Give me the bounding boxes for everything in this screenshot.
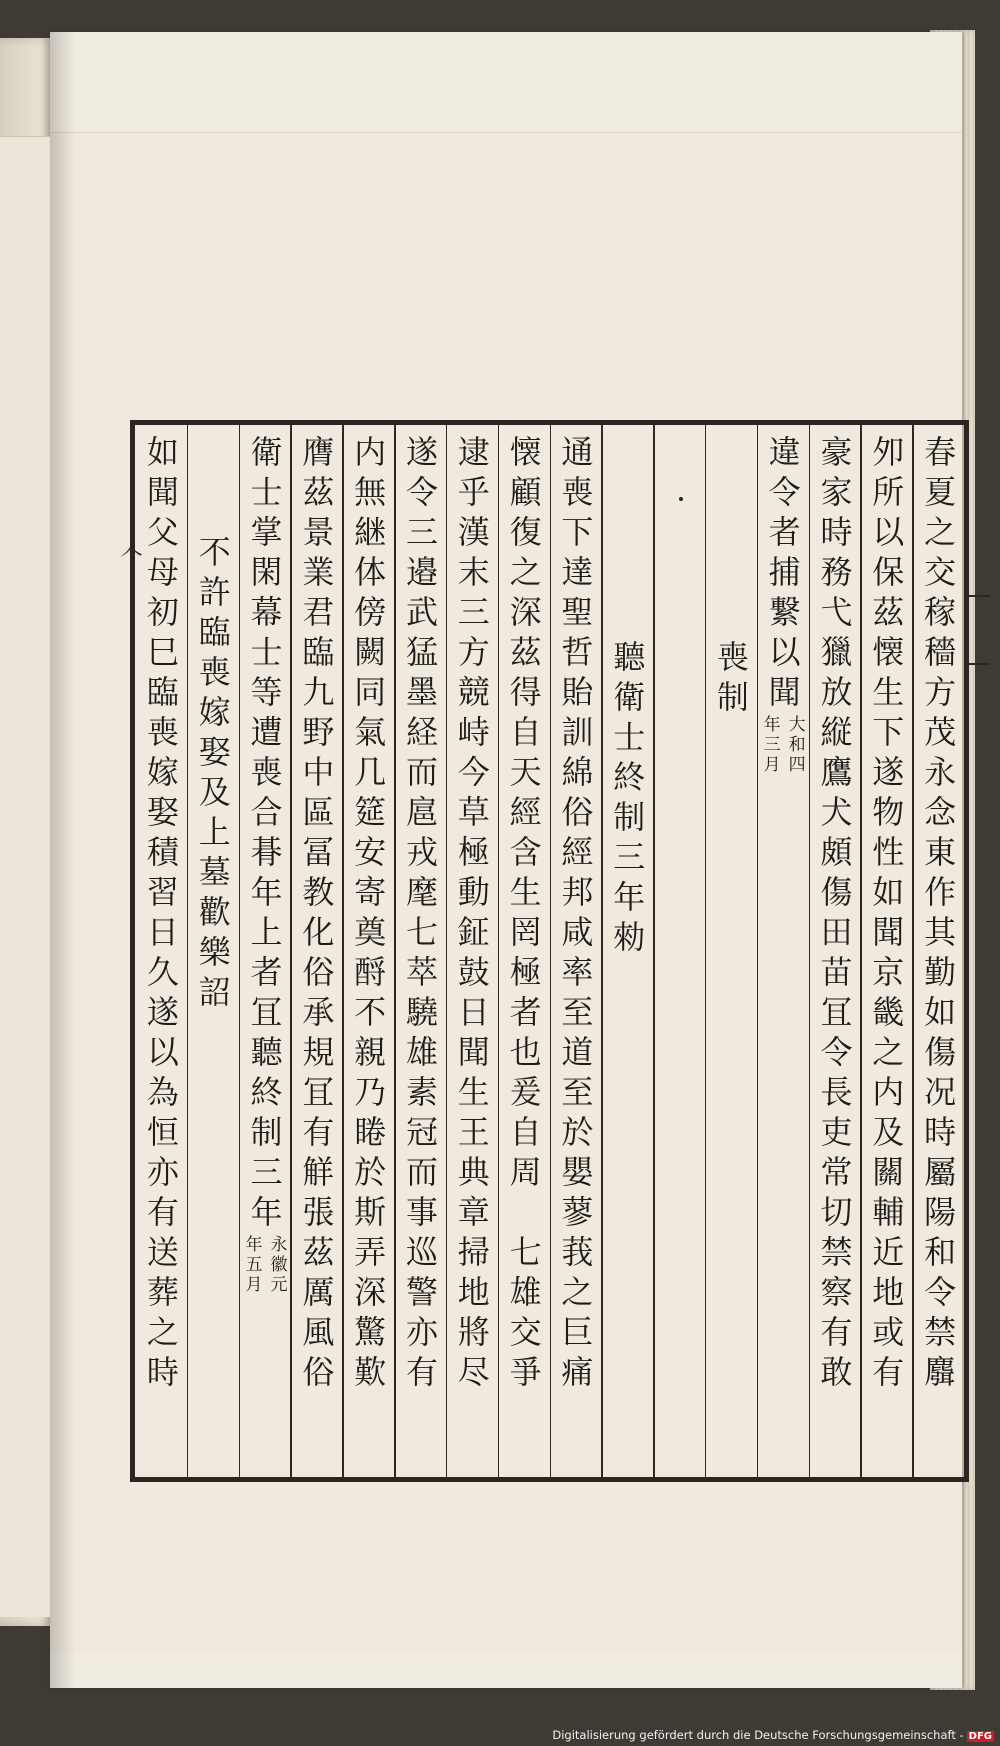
gutter-shadow xyxy=(50,32,76,1688)
fishtail-mark xyxy=(966,595,990,665)
column-text: 膺茲景業君臨九野中區冨教化俗承規冝有觧張茲厲風俗 xyxy=(297,435,336,1395)
column-rule xyxy=(394,425,396,1477)
column-text: 遂令三邉武猛墨経而扈戎麾七萃驍雄素冠而事巡警亦有 xyxy=(400,435,439,1395)
column-rule xyxy=(239,425,241,1477)
text-column xyxy=(342,425,394,1477)
column-text: 喪制 xyxy=(711,640,750,720)
text-column xyxy=(809,425,861,1477)
text-column xyxy=(135,425,187,1477)
column-rule xyxy=(912,425,914,1477)
text-column xyxy=(653,425,705,1477)
column-rule xyxy=(550,425,552,1477)
text-frame xyxy=(130,420,969,1482)
column-text: 不許臨喪嫁娶及上墓歡樂詔 xyxy=(193,535,232,1015)
column-rule xyxy=(187,425,189,1477)
left-page-edge xyxy=(0,38,52,1626)
column-rule xyxy=(342,425,344,1477)
text-column xyxy=(446,425,498,1477)
column-text: 逮乎漢末三方競峙今草極動鉦鼓日聞生王典章掃地將尽 xyxy=(452,435,491,1395)
text-column xyxy=(705,425,757,1477)
column-rule xyxy=(705,425,707,1477)
column-rule xyxy=(601,425,603,1477)
column-text: 内無継体傍闕同氣几筵安寄奠酹不親乃睠於斯弄深驚歎 xyxy=(349,435,388,1395)
column-text: 懐顧復之深茲得自天經含生罔極者也爰自周 七雄交爭 xyxy=(504,435,543,1395)
dfg-logo: DFG xyxy=(968,1731,992,1742)
column-rule xyxy=(653,425,655,1477)
date-note: 永徽元 年五月 xyxy=(241,1235,287,1295)
footer-credit xyxy=(552,1728,994,1742)
column-text: 夘所以保茲懐生下遂物性如聞京畿之内及關輔近地或有 xyxy=(867,435,906,1395)
column-text: 通喪下達聖哲貽訓綿俗經邦咸率至道至於嬰蓼莪之巨痛 xyxy=(556,435,595,1395)
column-rule xyxy=(757,425,759,1477)
ink-dot xyxy=(679,497,683,501)
text-column xyxy=(239,425,291,1477)
column-rule xyxy=(498,425,500,1477)
column-rule xyxy=(290,425,292,1477)
text-column xyxy=(498,425,550,1477)
text-column xyxy=(187,425,239,1477)
footer-text: Digitalisierung gefördert durch die Deutsche Forschungsgemeinschaft - xyxy=(552,1728,964,1742)
column-text: 春夏之交稼穡方茂永念東作其勤如傷况時屬陽和令禁麛 xyxy=(919,435,958,1395)
text-column xyxy=(394,425,446,1477)
margin-mark: 𠆢 xyxy=(115,540,143,564)
column-text: 豪家時務弋獵放縦鷹犬頗傷田苗冝令長吏常切禁察有敢 xyxy=(815,435,854,1395)
text-column xyxy=(757,425,809,1477)
text-column xyxy=(550,425,602,1477)
column-text: 如聞父母初巳臨喪嫁娶積習日久遂以為恒亦有送葬之時 xyxy=(141,435,180,1395)
date-note: 大和四 年三月 xyxy=(759,715,805,775)
column-rule xyxy=(446,425,448,1477)
text-column xyxy=(601,425,653,1477)
column-text: 聽衛士終制三年勑 xyxy=(608,640,647,960)
text-column xyxy=(290,425,342,1477)
text-column xyxy=(860,425,912,1477)
column-rule xyxy=(860,425,862,1477)
column-rule xyxy=(809,425,811,1477)
column-text: 違令者捕繋以聞 xyxy=(763,435,802,715)
text-column xyxy=(912,425,964,1477)
column-text: 衛士掌閑幕士等遭喪合朞年上者冝聽終制三年 xyxy=(245,435,284,1235)
